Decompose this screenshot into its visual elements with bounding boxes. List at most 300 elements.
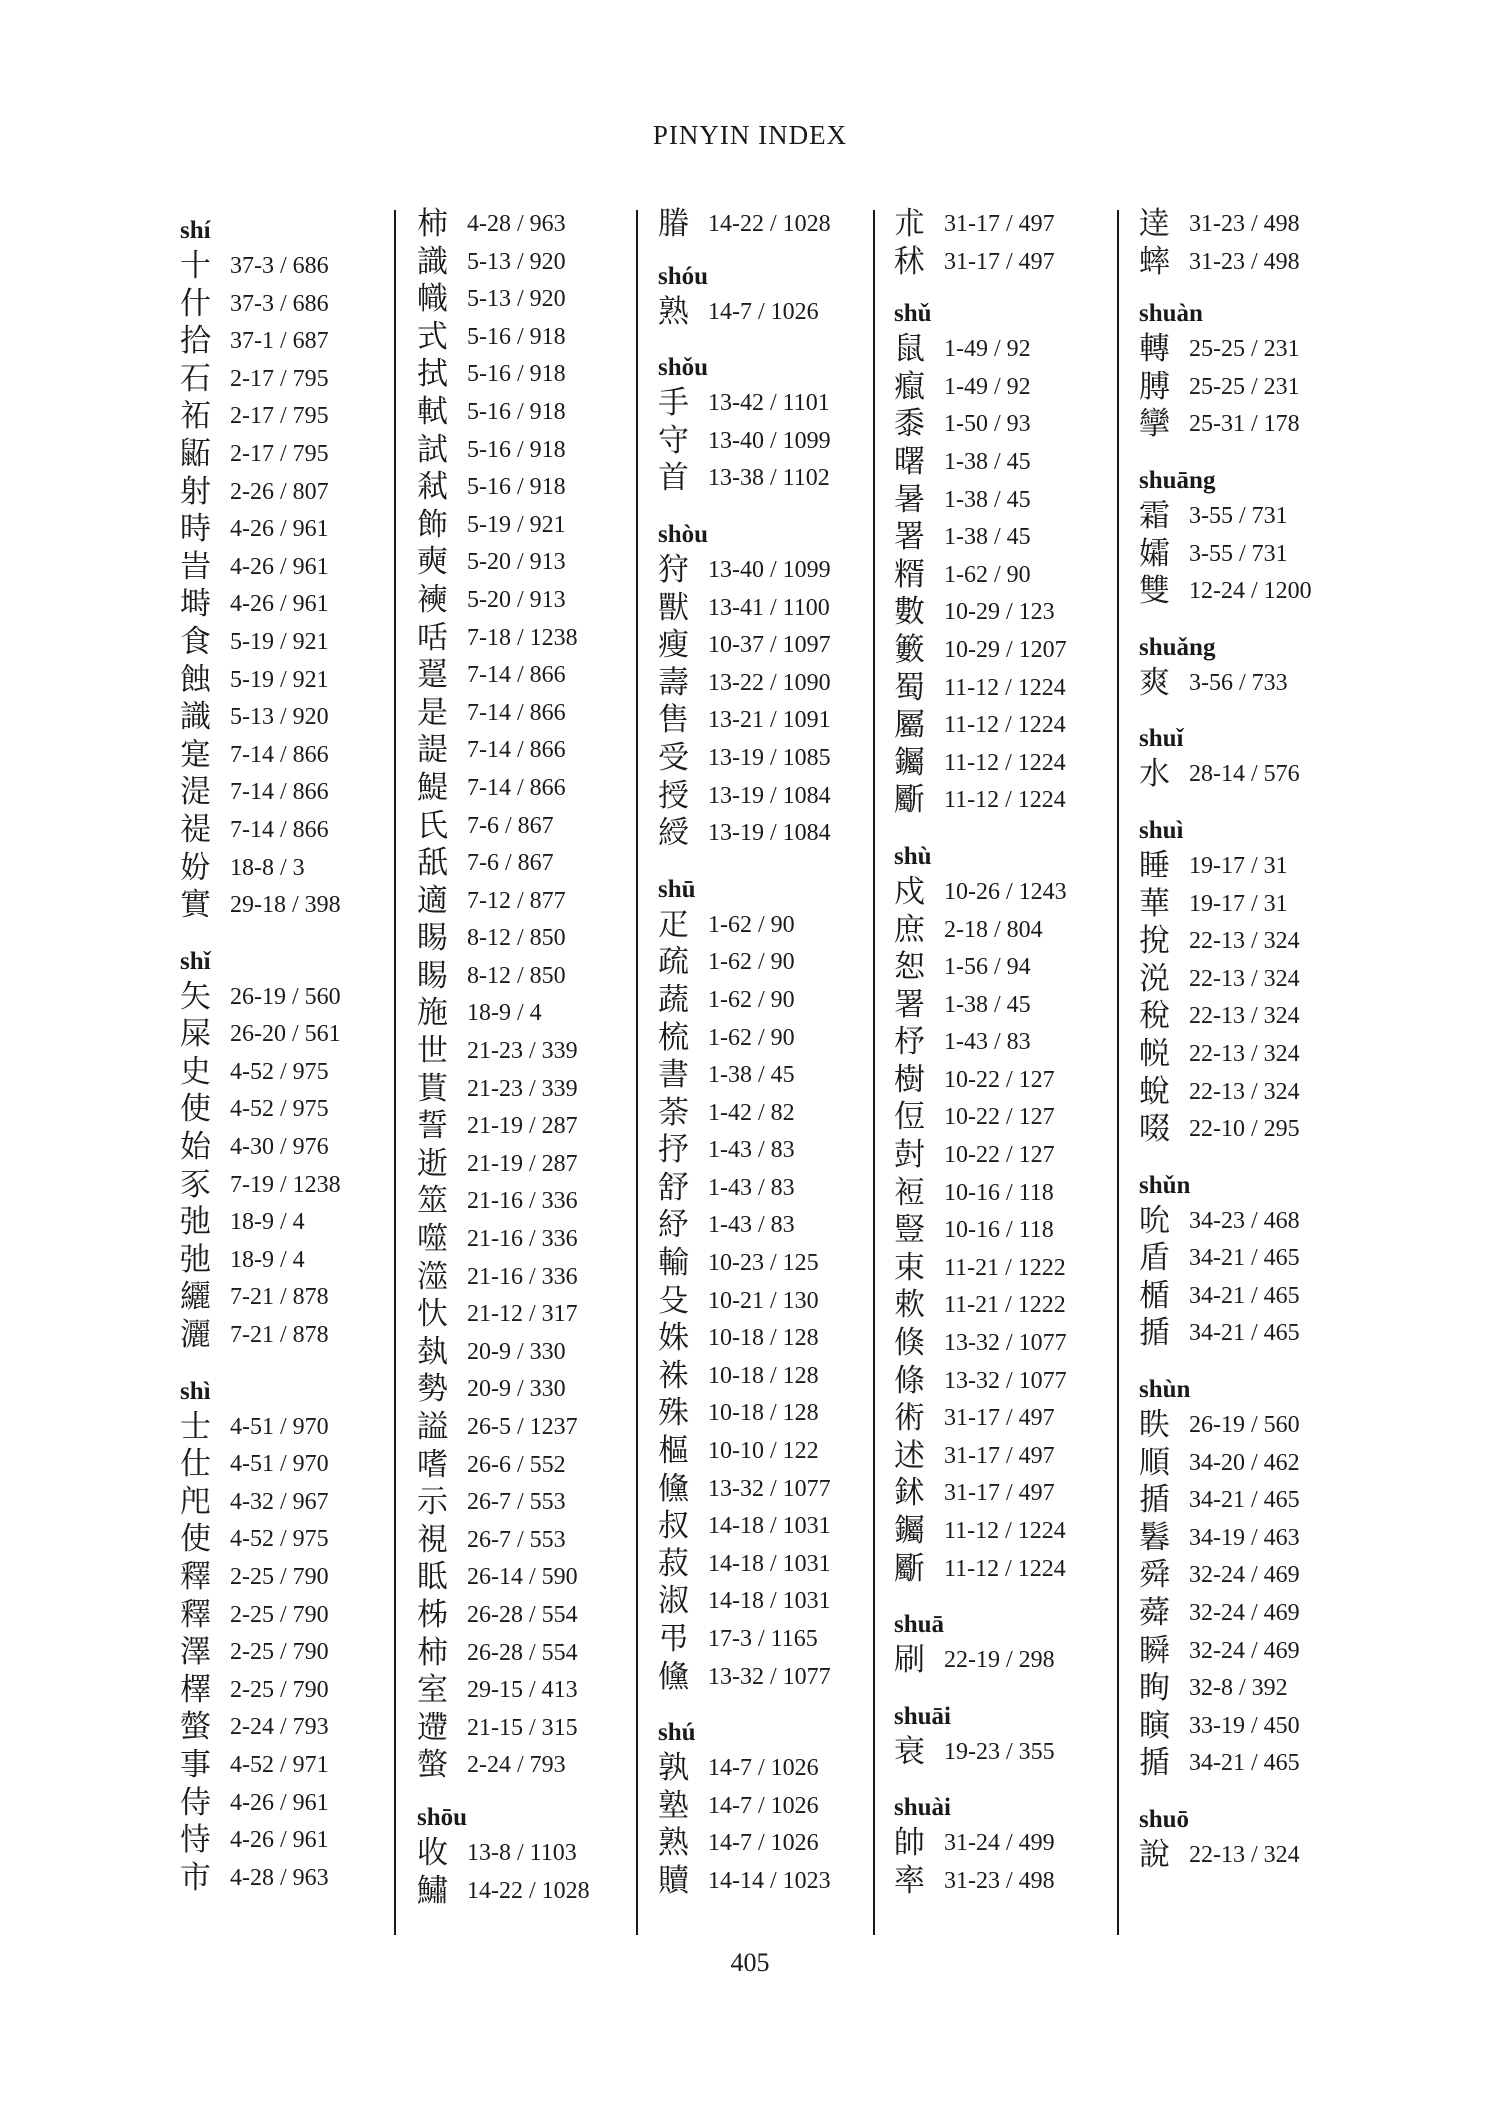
entry-character: 塾 (658, 1787, 689, 1824)
index-entry (180, 1054, 341, 1092)
index-entry (180, 511, 341, 549)
entry-character: 華 (1139, 885, 1170, 922)
entry-character: 曙 (894, 443, 925, 480)
entry-reference: 34-21 / 465 (1189, 1245, 1300, 1272)
entry-reference: 26-7 / 553 (467, 1526, 566, 1553)
entry-character: 售 (658, 702, 689, 739)
index-entry (894, 1825, 1067, 1863)
index-entry (894, 1513, 1067, 1551)
entry-reference: 31-17 / 497 (944, 1405, 1055, 1432)
entry-character: 襫 (417, 581, 448, 618)
entry-character: 澤 (180, 1634, 211, 1671)
index-entry (894, 369, 1067, 407)
entry-character: 欶 (894, 1287, 925, 1324)
entry-character: 疋 (658, 906, 689, 943)
index-entry (417, 1559, 590, 1597)
index-entry (894, 1363, 1067, 1401)
entry-reference: 2-17 / 795 (230, 403, 329, 430)
index-entry (894, 1642, 1067, 1680)
index-entry (658, 1245, 831, 1283)
entry-reference: 11-21 / 1222 (944, 1292, 1066, 1319)
entry-reference: 28-14 / 576 (1189, 761, 1300, 788)
entry-character: 樞 (658, 1433, 689, 1470)
index-entry (1139, 1557, 1312, 1595)
index-group (894, 1791, 1067, 1900)
index-entry (894, 519, 1067, 557)
entry-reference: 22-13 / 324 (1189, 965, 1300, 992)
index-entry (894, 874, 1067, 912)
entry-character: 戺 (180, 1483, 211, 1520)
entry-character: 眴 (1139, 1670, 1170, 1707)
entry-character: 秫 (894, 243, 925, 280)
entry-character: 說 (1139, 1837, 1170, 1873)
index-entry (417, 1409, 590, 1447)
entry-reference: 21-15 / 315 (467, 1714, 578, 1741)
entry-character: 挩 (1139, 923, 1170, 960)
entry-character: 順 (1139, 1444, 1170, 1481)
index-entry (658, 1583, 831, 1621)
index-group (1139, 1373, 1312, 1783)
entry-reference: 4-51 / 970 (230, 1451, 329, 1478)
index-group (1139, 206, 1312, 281)
entry-character: 逝 (417, 1145, 448, 1182)
entry-reference: 13-8 / 1103 (467, 1839, 577, 1866)
entry-reference: 1-62 / 90 (708, 911, 795, 938)
index-entry (417, 883, 590, 921)
entry-character: 揗 (1139, 1482, 1170, 1519)
index-entry (1139, 998, 1312, 1036)
entry-reference: 31-17 / 497 (944, 1442, 1055, 1469)
entry-character: 鬊 (1139, 1519, 1170, 1556)
entry-reference: 8-12 / 850 (467, 962, 566, 989)
entry-reference: 4-26 / 961 (230, 591, 329, 618)
entry-reference: 32-24 / 469 (1189, 1600, 1300, 1627)
entry-character: 壽 (658, 664, 689, 701)
index-entry (658, 1433, 831, 1471)
index-group (894, 840, 1067, 1588)
entry-reference: 11-12 / 1224 (944, 674, 1066, 701)
entry-character: 膊 (1139, 368, 1170, 405)
entry-reference: 13-38 / 1102 (708, 465, 830, 492)
entry-reference: 10-10 / 122 (708, 1438, 819, 1465)
index-column (894, 206, 1067, 1921)
entry-character: 揗 (1139, 1315, 1170, 1352)
entry-reference: 37-3 / 686 (230, 290, 329, 317)
entry-character: 瘦 (658, 627, 689, 664)
index-entry (417, 732, 590, 770)
entry-reference: 32-8 / 392 (1189, 1675, 1288, 1702)
pinyin-heading: shuǎng (1139, 633, 1216, 661)
entry-character: 庶 (894, 911, 925, 948)
index-entry (658, 1170, 831, 1208)
entry-character: 楯 (1139, 1277, 1170, 1314)
entry-reference: 1-43 / 83 (708, 1174, 795, 1201)
entry-reference: 14-7 / 1026 (708, 1830, 819, 1857)
index-column (417, 206, 590, 1930)
index-entry (180, 1242, 341, 1280)
entry-character: 灑 (180, 1317, 211, 1354)
entry-character: 鼫 (180, 435, 211, 472)
index-entry (894, 987, 1067, 1025)
index-entry (180, 1597, 341, 1635)
entry-character: 史 (180, 1053, 211, 1090)
entry-reference: 7-19 / 1238 (230, 1171, 341, 1198)
index-entry (1139, 369, 1312, 407)
entry-reference: 31-23 / 498 (1189, 211, 1300, 237)
index-entry (417, 507, 590, 545)
index-entry (894, 1475, 1067, 1513)
entry-character: 士 (180, 1408, 211, 1445)
index-entry (1139, 1445, 1312, 1483)
entry-reference: 2-26 / 807 (230, 478, 329, 505)
entry-character: 衰 (894, 1733, 925, 1770)
index-entry (417, 845, 590, 883)
entry-character: 恕 (894, 949, 925, 986)
entry-reference: 10-22 / 127 (944, 1142, 1055, 1169)
index-group (417, 206, 590, 1785)
index-group (1139, 814, 1312, 1149)
entry-reference: 19-17 / 31 (1189, 890, 1288, 917)
entry-reference: 21-23 / 339 (467, 1075, 578, 1102)
index-entry (658, 1320, 831, 1358)
entry-character: 寔 (180, 736, 211, 773)
index-entry (417, 469, 590, 507)
entry-character: 屎 (180, 1016, 211, 1053)
column-rule (394, 210, 396, 1935)
entry-character: 式 (417, 318, 448, 355)
index-entry (417, 319, 590, 357)
index-entry (417, 1597, 590, 1635)
entry-reference: 25-31 / 178 (1189, 411, 1300, 438)
index-entry (894, 406, 1067, 444)
entry-character: 淑 (658, 1583, 689, 1620)
entry-character: 食 (180, 623, 211, 660)
entry-character: 籔 (894, 631, 925, 668)
entry-reference: 25-25 / 231 (1189, 373, 1300, 400)
entry-reference: 37-3 / 686 (230, 253, 329, 279)
entry-character: 首 (658, 460, 689, 497)
entry-character: 識 (417, 243, 448, 280)
pinyin-heading: shǔn (1139, 1171, 1191, 1199)
index-entry (417, 582, 590, 620)
index-columns (170, 206, 1350, 1946)
entry-reference: 4-32 / 967 (230, 1488, 329, 1515)
entry-character: 纚 (180, 1279, 211, 1316)
entry-reference: 7-14 / 866 (467, 662, 566, 689)
entry-character: 荼 (658, 1094, 689, 1131)
index-entry (658, 1283, 831, 1321)
entry-character: 諟 (417, 732, 448, 769)
entry-reference: 18-8 / 3 (230, 854, 305, 881)
entry-reference: 2-25 / 790 (230, 1676, 329, 1703)
entry-reference: 26-5 / 1237 (467, 1414, 578, 1440)
index-entry (180, 549, 341, 587)
entry-reference: 13-32 / 1077 (708, 1475, 831, 1502)
entry-reference: 32-24 / 469 (1189, 1562, 1300, 1589)
index-entry (180, 1709, 341, 1747)
entry-character: 蝕 (180, 661, 211, 698)
entry-character: 咶 (417, 619, 448, 656)
index-entry (417, 808, 590, 846)
entry-character: 石 (180, 360, 211, 397)
index-entry (180, 286, 341, 324)
entry-character: 釋 (180, 1559, 211, 1595)
pinyin-heading: shǒu (658, 354, 709, 382)
index-entry (1139, 1278, 1312, 1316)
index-entry (1139, 756, 1312, 794)
entry-reference: 21-16 / 336 (467, 1188, 578, 1215)
entry-reference: 29-15 / 413 (467, 1677, 578, 1704)
entry-reference: 17-3 / 1165 (708, 1626, 818, 1652)
index-entry (180, 850, 341, 888)
index-entry (894, 1325, 1067, 1363)
index-entry (894, 707, 1067, 745)
index-entry (894, 1212, 1067, 1250)
index-group (417, 1801, 590, 1910)
entry-reference: 1-38 / 45 (944, 448, 1031, 475)
index-entry (658, 385, 831, 423)
entry-reference: 5-16 / 918 (467, 398, 566, 425)
entry-reference: 1-50 / 93 (944, 411, 1031, 438)
entry-character: 霜 (1139, 497, 1170, 534)
index-entry (417, 1873, 590, 1911)
index-entry (658, 982, 831, 1020)
entry-character: 使 (180, 1521, 211, 1558)
entry-reference: 14-18 / 1031 (708, 1550, 831, 1577)
entry-character: 弔 (658, 1621, 689, 1657)
index-entry (417, 1447, 590, 1485)
index-entry (658, 1788, 831, 1826)
index-entry (658, 702, 831, 740)
entry-reference: 11-12 / 1224 (944, 712, 1066, 739)
column-rule (1117, 210, 1119, 1935)
entry-reference: 5-13 / 920 (467, 248, 566, 275)
index-entry (1139, 848, 1312, 886)
entry-character: 綬 (658, 815, 689, 852)
entry-character: 睗 (417, 920, 448, 957)
entry-character: 埶 (417, 1333, 448, 1370)
entry-reference: 10-26 / 1243 (944, 878, 1067, 905)
entry-character: 恃 (180, 1822, 211, 1859)
index-column (1139, 206, 1312, 1895)
entry-reference: 19-23 / 355 (944, 1738, 1055, 1765)
index-entry (417, 1108, 590, 1146)
entry-reference: 1-42 / 82 (708, 1099, 795, 1126)
index-entry (180, 323, 341, 361)
entry-character: 適 (417, 882, 448, 919)
index-entry (1139, 665, 1312, 703)
entry-character: 弒 (417, 469, 448, 506)
index-entry (658, 1825, 831, 1863)
entry-reference: 10-37 / 1097 (708, 632, 831, 659)
entry-reference: 21-19 / 287 (467, 1113, 578, 1140)
entry-character: 實 (180, 887, 211, 924)
entry-character: 條 (894, 1362, 925, 1399)
entry-reference: 1-43 / 83 (944, 1029, 1031, 1056)
index-group (1139, 297, 1312, 444)
index-entry (894, 782, 1067, 820)
pinyin-heading: shuāng (1139, 466, 1216, 494)
entry-character: 數 (894, 594, 925, 631)
entry-reference: 14-7 / 1026 (708, 1792, 819, 1819)
entry-character: 袾 (658, 1357, 689, 1394)
pinyin-heading: shì (180, 1377, 211, 1405)
index-entry (894, 949, 1067, 987)
entry-reference: 7-14 / 866 (230, 816, 329, 843)
index-entry (658, 590, 831, 628)
index-entry (417, 206, 590, 244)
entry-reference: 10-16 / 118 (944, 1217, 1054, 1244)
entry-character: 授 (658, 777, 689, 814)
entry-character: 禔 (180, 811, 211, 848)
index-entry (894, 1175, 1067, 1213)
index-group (658, 260, 831, 332)
entry-character: 舒 (658, 1169, 689, 1206)
entry-character: 遰 (417, 1709, 448, 1746)
entry-character: 盾 (1139, 1240, 1170, 1277)
entry-character: 钃 (894, 744, 925, 781)
entry-reference: 13-32 / 1077 (708, 1663, 831, 1690)
entry-character: 矢 (180, 978, 211, 1015)
entry-character: 收 (417, 1834, 448, 1871)
entry-character: 钃 (894, 1513, 925, 1549)
entry-character: 嗜 (417, 1446, 448, 1483)
entry-reference: 13-40 / 1099 (708, 427, 831, 454)
index-group (658, 206, 831, 244)
entry-character: 旹 (180, 548, 211, 585)
entry-character: 視 (417, 1521, 448, 1558)
index-entry (180, 1672, 341, 1710)
entry-reference: 34-23 / 468 (1189, 1207, 1300, 1234)
entry-character: 睡 (1139, 847, 1170, 884)
entry-character: 世 (417, 1033, 448, 1070)
entry-reference: 4-30 / 976 (230, 1134, 329, 1161)
entry-reference: 13-21 / 1091 (708, 707, 831, 734)
index-entry (1139, 244, 1312, 282)
index-entry (417, 432, 590, 470)
entry-reference: 26-28 / 554 (467, 1601, 578, 1628)
column-rule (636, 210, 638, 1935)
index-entry (417, 1635, 590, 1673)
index-entry (180, 737, 341, 775)
index-entry (894, 1400, 1067, 1438)
entry-character: 水 (1139, 756, 1170, 793)
entry-character: 侸 (894, 1099, 925, 1136)
entry-character: 守 (658, 422, 689, 459)
index-entry (658, 1750, 831, 1788)
index-entry (180, 398, 341, 436)
entry-reference: 1-43 / 83 (708, 1212, 795, 1239)
entry-reference: 1-62 / 90 (708, 986, 795, 1013)
entry-character: 帥 (894, 1825, 925, 1862)
index-group (1139, 722, 1312, 794)
entry-reference: 10-18 / 128 (708, 1325, 819, 1352)
entry-character: 始 (180, 1129, 211, 1166)
entry-character: 弛 (180, 1204, 211, 1241)
entry-reference: 4-52 / 975 (230, 1096, 329, 1123)
entry-character: 受 (658, 739, 689, 776)
index-entry (417, 1334, 590, 1372)
index-entry (658, 778, 831, 816)
entry-character: 裋 (894, 1174, 925, 1211)
index-entry (180, 1129, 341, 1167)
entry-character: 署 (894, 986, 925, 1023)
entry-reference: 14-7 / 1026 (708, 298, 819, 325)
entry-reference: 4-52 / 975 (230, 1526, 329, 1553)
entry-reference: 26-19 / 560 (230, 983, 341, 1010)
entry-character: 妢 (180, 849, 211, 886)
entry-character: 瞬 (1139, 1632, 1170, 1669)
index-entry (180, 979, 341, 1017)
entry-reference: 11-12 / 1224 (944, 787, 1066, 814)
entry-character: 殳 (658, 1282, 689, 1319)
entry-character: 拾 (180, 323, 211, 360)
entry-reference: 22-13 / 324 (1189, 1078, 1300, 1105)
entry-character: 倏 (894, 1325, 925, 1362)
entry-character: 試 (417, 431, 448, 468)
pinyin-heading: shú (658, 1719, 696, 1747)
entry-character: 抒 (658, 1132, 689, 1169)
index-entry (1139, 1745, 1312, 1783)
index-group (1139, 464, 1312, 611)
entry-character: 狩 (658, 551, 689, 588)
index-entry (1139, 886, 1312, 924)
index-entry (180, 1634, 341, 1672)
entry-reference: 2-25 / 790 (230, 1601, 329, 1628)
entry-character: 鯷 (417, 769, 448, 806)
entry-reference: 3-55 / 731 (1189, 502, 1288, 529)
index-entry (180, 1279, 341, 1317)
index-entry (417, 394, 590, 432)
index-entry (417, 244, 590, 282)
index-entry (658, 815, 831, 853)
entry-reference: 1-43 / 83 (708, 1137, 795, 1164)
index-group (894, 206, 1067, 281)
index-entry (658, 294, 831, 332)
index-entry (180, 1484, 341, 1522)
entry-reference: 10-18 / 128 (708, 1362, 819, 1389)
index-column (180, 214, 341, 1917)
entry-character: 使 (180, 1091, 211, 1128)
entry-character: 鉥 (894, 1475, 925, 1512)
index-entry (1139, 1111, 1312, 1149)
page-title: PINYIN INDEX (652, 120, 848, 150)
entry-reference: 5-20 / 913 (467, 586, 566, 613)
index-entry (417, 1484, 590, 1522)
index-group (894, 1608, 1067, 1680)
index-entry (180, 586, 341, 624)
index-entry (894, 745, 1067, 783)
entry-character: 熟 (658, 1825, 689, 1862)
entry-reference: 11-12 / 1224 (944, 1555, 1066, 1582)
index-entry (658, 552, 831, 590)
entry-character: 涚 (1139, 960, 1170, 997)
index-entry (894, 632, 1067, 670)
index-entry (180, 699, 341, 737)
entry-reference: 13-19 / 1084 (708, 820, 831, 847)
index-entry (1139, 1240, 1312, 1278)
index-group (894, 297, 1067, 820)
entry-reference: 34-21 / 465 (1189, 1282, 1300, 1309)
index-entry (1139, 1708, 1312, 1746)
index-entry (417, 620, 590, 658)
entry-character: 叔 (658, 1508, 689, 1545)
entry-reference: 1-49 / 92 (944, 336, 1031, 363)
index-group (1139, 1803, 1312, 1875)
entry-reference: 2-24 / 793 (467, 1752, 566, 1779)
index-entry (180, 1167, 341, 1205)
entry-character: 菽 (658, 1545, 689, 1582)
